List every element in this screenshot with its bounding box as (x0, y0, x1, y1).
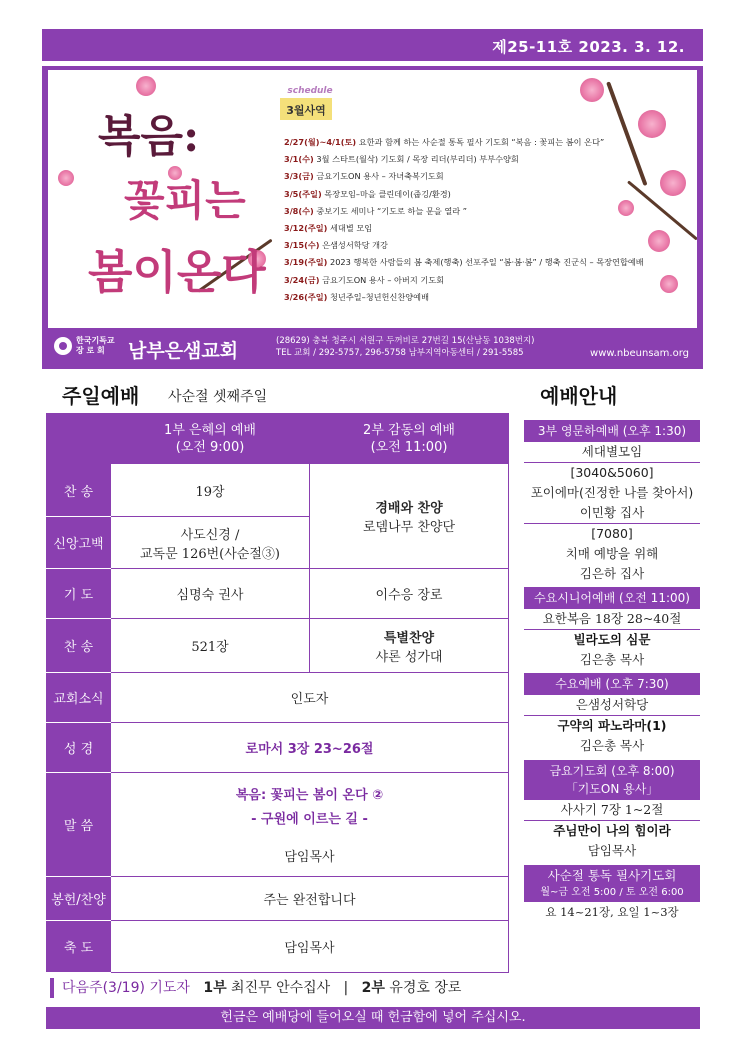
row-label: 성 경 (47, 723, 111, 773)
hymn-1-value: 19장 (111, 464, 310, 517)
sermon-subtitle: - 구원에 이르는 길 - (251, 812, 368, 827)
issue-number-date: 제25-11호 2023. 3. 12. (492, 38, 685, 56)
schedule-item: 3/1(수) 3월 스타트(월삭) 기도회 / 목장 리더(부리더) 부부수양회 (284, 154, 519, 165)
guide-line: 포이에마(진정한 나를 찾아서) (530, 485, 694, 500)
sermon-title: 복음: 꽃피는 봄이 온다 ② (235, 788, 384, 803)
praise-cell: 경배와 찬양 로뎀나무 찬양단 (310, 464, 509, 569)
schedule-item: 3/3(금) 금요기도ON 용사 – 자녀축복기도회 (284, 171, 444, 182)
church-logo-icon (54, 337, 72, 355)
guide-line: 사사기 7장 1~2절 (524, 800, 700, 821)
schedule-word: schedule (287, 86, 333, 96)
sermon-cell (111, 773, 509, 877)
guide-line: 김은총 목사 (579, 738, 645, 753)
row-label: 기 도 (47, 569, 111, 619)
schedule-item: 3/26(주일) 청년주일–청년헌신찬양예배 (284, 291, 430, 302)
news-value: 인도자 (111, 673, 509, 723)
benediction-value: 담임목사 (111, 921, 509, 973)
row-label: 축 도 (47, 921, 111, 973)
hymn-2-value: 521장 (111, 619, 310, 673)
church-website[interactable]: www.nbeunsam.org (590, 348, 689, 359)
schedule-item: 3/24(금) 금요기도ON 용사 – 아버지 기도회 (284, 274, 445, 285)
guide-line: 세대별모임 (524, 442, 700, 463)
service-1-header: 1부 은혜의 예배 (오전 9:00) (111, 414, 310, 464)
calligraphy-line: 복음: (98, 111, 200, 162)
row-label: 찬 송 (47, 464, 111, 517)
denomination: 한국기독교 장 로 회 (76, 336, 115, 355)
schedule-item: 2/27(월)~4/1(토) 요한과 함께 하는 사순절 통독 필사 기도회 “복음 : 꽃피는 봄이 온다” (284, 137, 605, 147)
service-header: 수요예배 (오후 7:30) (524, 673, 700, 695)
service-header: 사순절 통독 필사기도회 월~금 오전 5:00 / 토 오전 6:00 (524, 865, 700, 902)
special-praise-cell: 특별찬양 샤론 성가대 (310, 619, 509, 673)
guide-line: [3040&5060] (570, 465, 654, 480)
church-info (48, 328, 697, 366)
guide-line: 담임목사 (587, 843, 637, 858)
issue-bar (42, 29, 703, 61)
service-header: 3부 영문하예배 (오후 1:30) (524, 420, 700, 442)
guide-line: 이민황 집사 (524, 503, 700, 524)
blossom-icon (660, 170, 686, 196)
service-header: 금요기도회 (오후 8:00) 「기도ON 용사」 (524, 760, 700, 800)
service-header: 수요시니어예배 (오전 11:00) (524, 587, 700, 609)
blossom-icon (580, 78, 604, 102)
schedule-tag (280, 86, 333, 120)
separator: | (343, 980, 349, 996)
row-label: 봉헌/찬양 (47, 877, 111, 921)
guide-line: 요 14~21장, 요일 1~3장 (545, 905, 679, 919)
banner (42, 66, 703, 369)
guide-line: 김은하 집사 (579, 566, 645, 581)
worship-title: 주일예배 (62, 384, 140, 408)
next-prayer-label: 다음주(3/19) 기도자 (62, 980, 190, 996)
schedule-item: 3/12(주일) 세대별 모임 (284, 222, 373, 233)
row-label: 말 씀 (47, 773, 111, 877)
offering-value: 주는 완전합니다 (111, 877, 509, 921)
creed-value: 사도신경 / 교독문 126번(사순절③) (111, 517, 310, 569)
guide-line: 치매 예방을 위해 (565, 546, 659, 561)
offering-notice: 헌금은 예배당에 들어오실 때 헌금함에 넣어 주십시오. (46, 1007, 700, 1029)
service-tag: 2부 (361, 980, 385, 996)
row-label: 신앙고백 (47, 517, 111, 569)
church-name: 남부은샘교회 (128, 340, 239, 362)
guide-line: 요한복음 18장 28~40절 (524, 609, 700, 630)
guide-line: 은샘성서학당 (524, 695, 700, 716)
blossom-icon (660, 275, 678, 293)
guide-title: 예배안내 (540, 384, 618, 408)
row-label: 교회소식 (47, 673, 111, 723)
blossom-icon (648, 230, 670, 252)
preacher: 담임목사 (284, 850, 335, 865)
corner-cell (47, 414, 111, 464)
service-tag: 1부 (203, 980, 227, 996)
blossom-icon (638, 110, 666, 138)
prayer-person: 유경호 장로 (389, 980, 462, 996)
calligraphy-line: 꽃피는 (124, 176, 246, 225)
prayer-2-value: 이수응 장로 (310, 569, 509, 619)
guide-line: 김은총 목사 (579, 652, 645, 667)
calligraphy-line: 봄이온다 (88, 245, 266, 299)
service-guide (524, 420, 700, 922)
banner-artwork (48, 70, 697, 328)
service-2-header: 2부 감동의 예배 (오전 11:00) (310, 414, 509, 464)
worship-subtitle: 사순절 셋째주일 (168, 389, 268, 405)
guide-line: 주님만이 나의 힘이라 (553, 823, 671, 838)
church-address: (28629) 충북 청주시 서원구 두꺼비로 27번길 15(산남동 1038번지) TEL 교회 / 292-5757, 296-5758 남부지역아동센터 / 291-5585 (276, 336, 535, 358)
schedule-item: 3/15(수) 은샘성서학당 개강 (284, 240, 388, 251)
schedule-item: 3/5(주일) 목장모임–마을 클린데이(줍깅/환경) (284, 188, 451, 199)
prayer-1-value: 심명숙 권사 (111, 569, 310, 619)
blossom-icon (58, 170, 74, 186)
prayer-person: 최진무 안수집사 (231, 980, 331, 996)
scripture-value: 로마서 3장 23~26절 (111, 723, 509, 773)
guide-line: 빌라도의 심문 (573, 632, 651, 647)
schedule-item: 3/8(수) 중보기도 세미나 “기도로 하늘 문을 열라 ” (284, 205, 468, 216)
guide-line: [7080] (591, 526, 633, 541)
next-week-prayers (50, 978, 461, 998)
row-label: 찬 송 (47, 619, 111, 673)
schedule-list (284, 134, 644, 306)
guide-line: 구약의 파노라마(1) (557, 718, 667, 733)
calligraphy-title (76, 90, 276, 310)
schedule-item: 3/19(주일) 2023 행복한 사람들의 봄 축제(행축) 선포주일 “봄·봄·봄” / 행축 진군식 – 목장연합예배 (284, 257, 644, 268)
schedule-label: 3월사역 (286, 104, 326, 117)
worship-order-table (46, 413, 509, 973)
